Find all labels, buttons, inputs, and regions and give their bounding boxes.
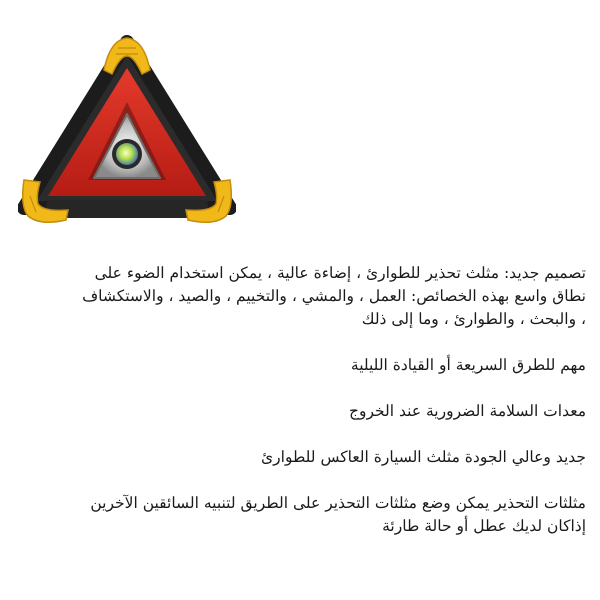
usage-line-2: إذاكان لديك عطل أو حالة طارئة	[382, 517, 586, 535]
feature-line-2: نطاق واسع بهذه الخصائص: العمل ، والمشي ، والتخييم ، والصيد ، والاستكشاف	[82, 287, 586, 305]
product-description	[14, 262, 586, 538]
feature-line-3: ، والبحث ، والطوارئ ، وما إلى ذلك	[361, 310, 586, 328]
quality-note: جديد وعالي الجودة مثلث السيارة العاكس للطوارئ	[261, 448, 586, 466]
feature-line-1: تصميم جديد: مثلث تحذير للطوارئ ، إضاءة عالية ، يمكن استخدام الضوء على	[94, 264, 586, 282]
highway-note: مهم للطرق السريعة أو القيادة الليلية	[350, 356, 586, 374]
usage-line-1: مثلثات التحذير يمكن وضع مثلثات التحذير على الطريق لتنبيه السائقين الآخرين	[90, 494, 586, 512]
warning-triangle-image	[18, 30, 236, 230]
triangle-base	[46, 200, 208, 218]
led-light	[116, 143, 138, 165]
safety-note: معدات السلامة الضرورية عند الخروج	[349, 402, 586, 420]
